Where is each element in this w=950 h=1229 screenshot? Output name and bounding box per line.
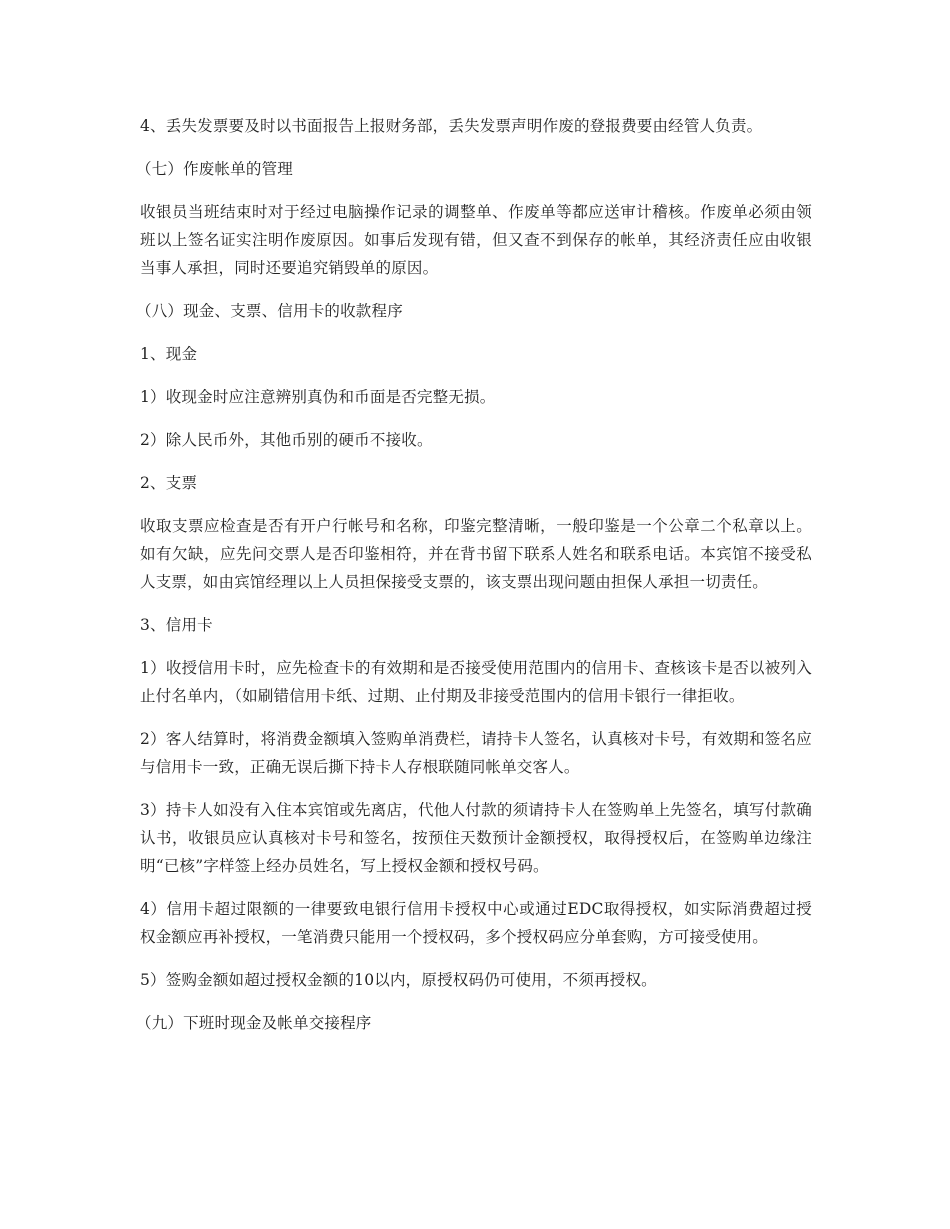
subheading-credit-card: 3、信用卡 bbox=[140, 616, 213, 634]
paragraph-void-bills: 收银员当班结束时对于经过电脑操作记录的调整单、作废单等都应送审计稽核。作废单必须由领班以上签名证实注明作废原因。如事后发现有错，但又查不到保存的帐单，其经济责任应由收银当事人承担，同时还要追究销毁单的原因。 bbox=[140, 203, 812, 277]
subheading-cheque: 2、支票 bbox=[140, 474, 198, 492]
paragraph-cash-2: 2）除人民币外，其他币别的硬币不接收。 bbox=[140, 431, 433, 449]
paragraph-credit-card-5: 5）签购金额如超过授权金额的10以内，原授权码仍可使用，不须再授权。 bbox=[140, 971, 657, 989]
document-page bbox=[136, 112, 812, 1052]
paragraph-cheque: 收取支票应检查是否有开户行帐号和名称，印鉴完整清晰，一般印鉴是一个公章二个私章以上。如有欠缺，应先问交票人是否印鉴相符，并在背书留下联系人姓名和联系电话。本宾馆不接受私人支票，如由宾馆经理以上人员担保接受支票的，该支票出现问题由担保人承担一切责任。 bbox=[140, 517, 812, 591]
paragraph-credit-card-2: 2）客人结算时，将消费金额填入签购单消费栏，请持卡人签名，认真核对卡号，有效期和签名应与信用卡一致，正确无误后撕下持卡人存根联随同帐单交客人。 bbox=[140, 730, 812, 776]
paragraph-lost-invoice: 4、丢失发票要及时以书面报告上报财务部，丢失发票声明作废的登报费要由经管人负责。 bbox=[140, 117, 763, 135]
section-heading-payment-procedures: （八）现金、支票、信用卡的收款程序 bbox=[136, 302, 403, 320]
paragraph-credit-card-1: 1）收授信用卡时，应先检查卡的有效期和是否接受使用范围内的信用卡、查核该卡是否以被列入止付名单内，（如刷错信用卡纸、过期、止付期及非接受范围内的信用卡银行一律拒收。 bbox=[140, 659, 812, 705]
section-heading-shift-handover: （九）下班时现金及帐单交接程序 bbox=[136, 1014, 372, 1032]
section-heading-void-bills: （七）作废帐单的管理 bbox=[136, 160, 294, 178]
subheading-cash: 1、现金 bbox=[140, 345, 198, 363]
paragraph-credit-card-3: 3）持卡人如没有入住本宾馆或先离店，代他人付款的须请持卡人在签购单上先签名，填写付款确认书，收银员应认真核对卡号和签名，按预住天数预计金额授权，取得授权后，在签购单边缘注明“已核”字样签上经办员姓名，写上授权金额和授权号码。 bbox=[140, 801, 812, 875]
paragraph-credit-card-4: 4）信用卡超过限额的一律要致电银行信用卡授权中心或通过EDC取得授权，如实际消费超过授权金额应再补授权，一笔消费只能用一个授权码，多个授权码应分单套购，方可接受使用。 bbox=[140, 900, 812, 946]
paragraph-cash-1: 1）收现金时应注意辨别真伪和币面是否完整无损。 bbox=[140, 388, 496, 406]
